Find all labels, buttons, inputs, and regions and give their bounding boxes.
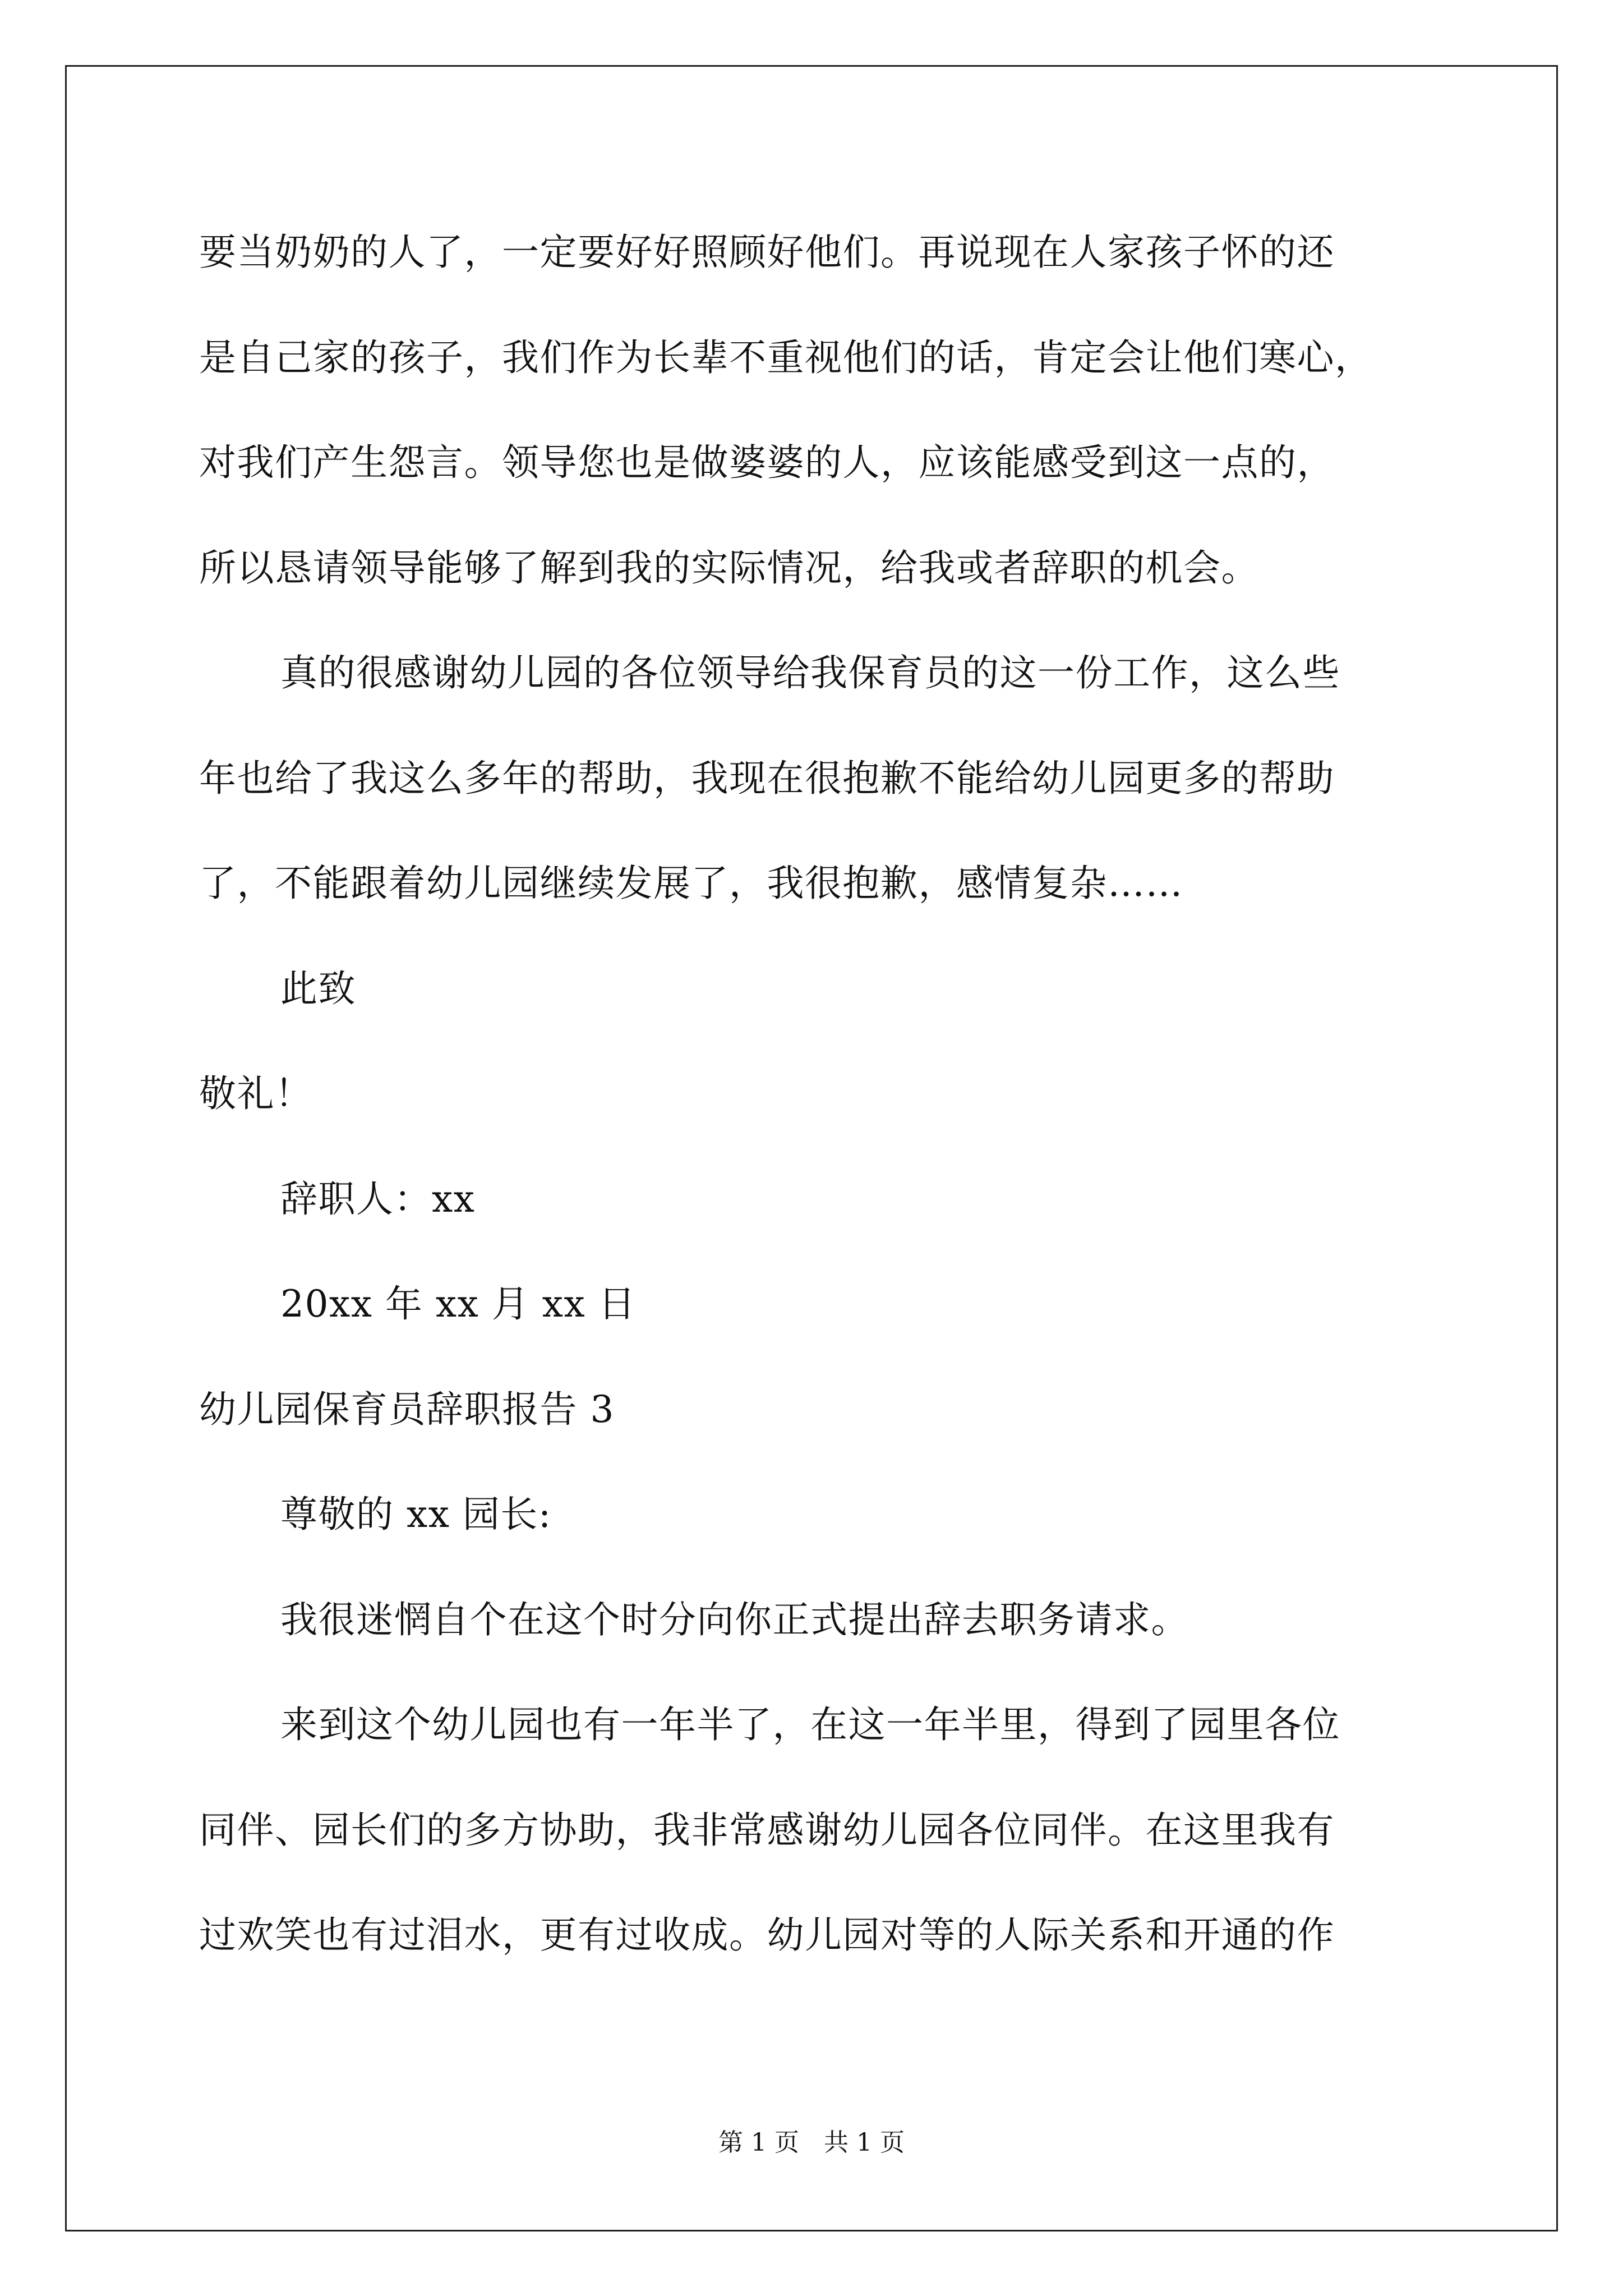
paragraph-3: 我很迷惘自个在这个时分向你正式提出辞去职务请求。 (280, 1598, 1189, 1641)
paragraph-4-line-3: 过欢笑也有过泪水，更有过收成。幼儿园对等的人际关系和开通的作 (199, 1913, 1335, 1957)
paragraph-4-line-1: 来到这个幼儿园也有一年半了，在这一年半里，得到了园里各位 (280, 1703, 1340, 1746)
paragraph-1-line-1: 要当奶奶的人了，一定要好好照顾好他们。再说现在人家孩子怀的还 (199, 231, 1335, 274)
page-footer: 第 1 页 共 1 页 (718, 2128, 905, 2157)
closing-regards: 敬礼！ (199, 1072, 313, 1115)
paragraph-2-line-3: 了，不能跟着幼儿园继续发展了，我很抱歉，感情复杂…… (199, 862, 1183, 905)
paragraph-1-line-3: 对我们产生怨言。领导您也是做婆婆的人，应该能感受到这一点的， (199, 441, 1335, 484)
closing-salutation: 此致 (280, 967, 356, 1010)
paragraph-2-line-2: 年也给了我这么多年的帮助，我现在很抱歉不能给幼儿园更多的帮助 (199, 757, 1335, 800)
paragraph-1-line-2: 是自己家的孩子，我们作为长辈不重视他们的话，肯定会让他们寒心， (199, 336, 1373, 379)
paragraph-2-line-1: 真的很感谢幼儿园的各位领导给我保育员的这一份工作，这么些 (280, 651, 1340, 694)
section-title: 幼儿园保育员辞职报告 3 (199, 1388, 615, 1431)
letter-salutation: 尊敬的 xx 园长: (280, 1493, 552, 1536)
paragraph-1-line-4: 所以恳请领导能够了解到我的实际情况，给我或者辞职的机会。 (199, 546, 1259, 590)
page-border (65, 65, 1558, 2231)
signature-line: 辞职人：xx (280, 1177, 476, 1221)
date-line: 20xx 年 xx 月 xx 日 (280, 1282, 637, 1326)
paragraph-4-line-2: 同伴、园长们的多方协助，我非常感谢幼儿园各位同伴。在这里我有 (199, 1809, 1335, 1852)
